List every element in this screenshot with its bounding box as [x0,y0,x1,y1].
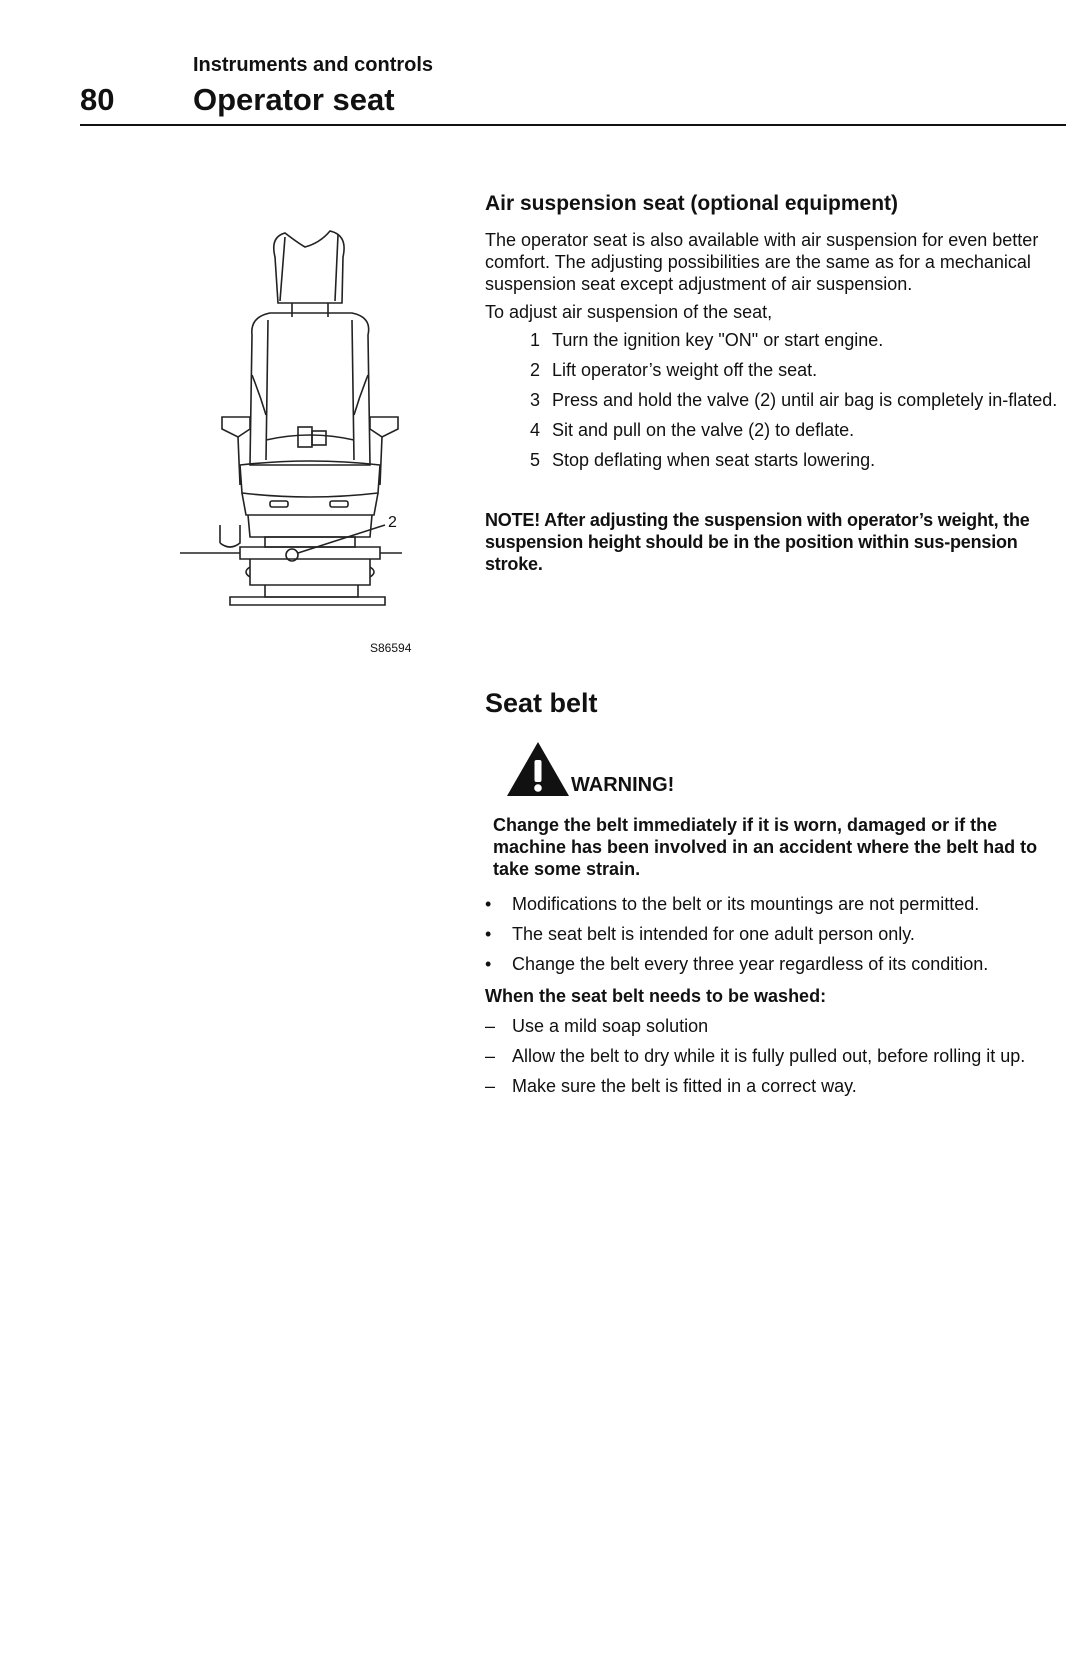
air-suspension-steps-intro: To adjust air suspension of the seat, [485,302,773,322]
dash-marker: – [485,1046,496,1066]
figure-callout-2: 2 [388,514,397,531]
list-item [485,1015,1070,1037]
operator-seat-illustration [180,225,440,645]
seat-belt-bullets [485,893,1070,983]
wash-heading: When the seat belt needs to be washed: [485,986,827,1006]
list-item [485,893,1070,915]
step-number: 5 [530,450,541,470]
air-suspension-intro: The operator seat is also available with air suspension for even better comfort. The adjusting possibilities are the same as for a mechanical suspension seat except adjustment of air suspension. [485,230,1039,294]
step-item [530,329,1070,351]
step-item [530,449,1070,471]
list-item-text: Use a mild soap solution [512,1016,709,1036]
air-suspension-steps [530,329,1070,479]
dash-marker: – [485,1076,496,1096]
step-item [530,389,1070,411]
step-item [530,419,1070,441]
step-number: 4 [530,420,541,440]
suspension-note: NOTE! After adjusting the suspension with operator’s weight, the suspension height should be in the position within sus-pension stroke. [485,510,1030,574]
bullet-marker: • [485,924,492,944]
step-text: Stop deflating when seat starts lowering. [552,450,876,470]
list-item [485,1045,1070,1067]
wash-instructions [485,1015,1070,1105]
page-title: Operator seat [193,82,395,117]
list-item-text: Modifications to the belt or its mountings are not permitted. [512,894,980,914]
figure-code: S86594 [370,641,412,655]
warning-triangle-icon [505,740,571,798]
list-item-text: Allow the belt to dry while it is fully pulled out, before rolling it up. [512,1046,1026,1066]
warning-label: WARNING! [571,774,675,796]
bullet-marker: • [485,894,492,914]
bullet-marker: • [485,954,492,974]
step-number: 1 [530,330,541,350]
section-label: Instruments and controls [193,54,434,76]
seat-belt-heading: Seat belt [485,688,598,718]
header-rule [80,124,1066,126]
list-item [485,923,1070,945]
step-text: Press and hold the valve (2) until air bag is completely in-flated. [552,390,1058,410]
warning-text: Change the belt immediately if it is worn, damaged or if the machine has been involved in an accident where the belt had to take some strain. [493,815,1038,879]
step-text: Turn the ignition key "ON" or start engine. [552,330,884,350]
warning-row [505,736,674,798]
list-item-text: Make sure the belt is fitted in a correct way. [512,1076,857,1096]
list-item-text: The seat belt is intended for one adult person only. [512,924,915,944]
list-item-text: Change the belt every three year regardless of its condition. [512,954,989,974]
step-number: 3 [530,390,541,410]
step-item [530,359,1070,381]
dash-marker: – [485,1016,496,1036]
list-item [485,1075,1070,1097]
step-text: Sit and pull on the valve (2) to deflate. [552,420,855,440]
air-suspension-heading: Air suspension seat (optional equipment) [485,192,899,215]
list-item [485,953,1070,975]
step-number: 2 [530,360,541,380]
page-number: 80 [80,82,115,117]
step-text: Lift operator’s weight off the seat. [552,360,818,380]
